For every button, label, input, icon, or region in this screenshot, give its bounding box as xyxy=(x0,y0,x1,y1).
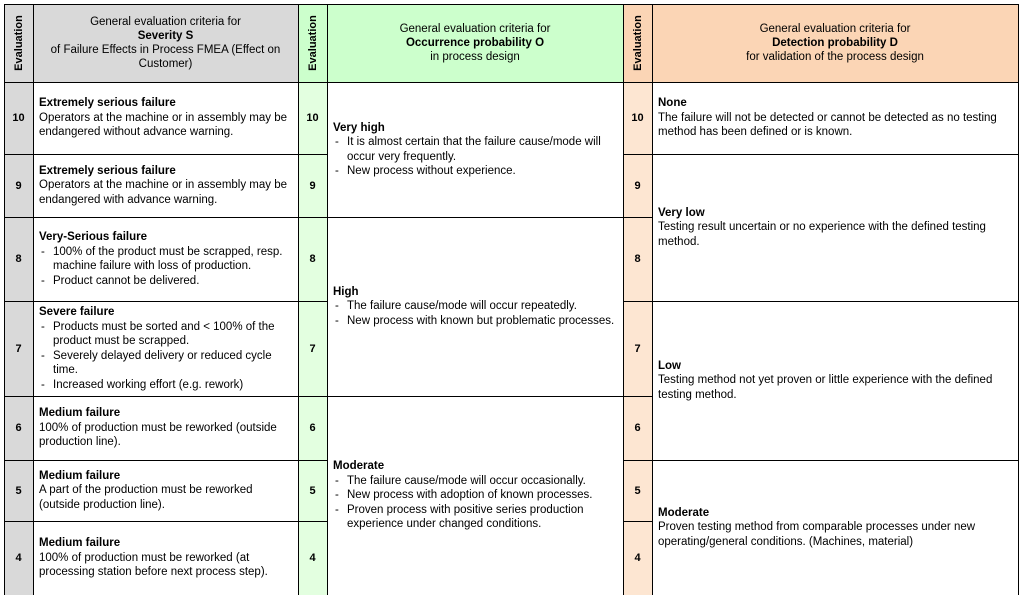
severity-row-8: Very-Serious failure - 100% of the product must be scrapped, resp. machine failure with loss of production. - Product cannot be delivered. xyxy=(33,217,298,301)
severity-row-4: Medium failure 100% of production must be reworked (at processing station before next process step). xyxy=(39,537,268,579)
grid-line xyxy=(623,521,653,522)
occurrence-eval-6: 6 xyxy=(309,422,316,434)
occurrence-eval-8: 8 xyxy=(309,253,316,265)
severity-row-7: Severe failure - Products must be sorted and < 100% of the product must be scrapped. - Severely delayed delivery or reduced cycle time. - Increased working effort (e.g. rework) xyxy=(33,301,298,396)
detection-eval-4: 4 xyxy=(634,552,641,564)
occurrence-evaluation-header: Evaluation xyxy=(298,4,327,82)
occurrence-group-moderate: Moderate - The failure cause/mode will occur occasionally. - New process with adoption of known processes. - Proven process with positive series production experience under changed conditions. xyxy=(327,396,623,595)
severity-evaluation-header: Evaluation xyxy=(4,4,33,82)
grid-line xyxy=(652,4,653,595)
grid-line xyxy=(1018,4,1019,595)
severity-eval-5: 5 xyxy=(15,484,22,497)
occurrence-eval-9: 9 xyxy=(309,179,316,192)
grid-line xyxy=(298,521,328,522)
detection-group-very-low: Very low Testing result uncertain or no experience with the defined testing method. xyxy=(658,206,986,248)
detection-eval-10: 10 xyxy=(631,112,644,124)
severity-row-9: Extremely serious failure Operators at the machine or in assembly may be endangered with advance warning. xyxy=(39,164,288,206)
detection-criteria-header: General evaluation criteria for Detection probability D for validation of the process design xyxy=(652,4,1018,82)
grid-line xyxy=(298,301,328,302)
detection-eval-9: 9 xyxy=(634,179,641,192)
grid-line xyxy=(298,154,328,155)
grid-line xyxy=(4,4,1019,5)
severity-eval-10: 10 xyxy=(12,112,25,124)
severity-row-5: Medium failure A part of the production must be reworked (outside production line). xyxy=(39,469,253,511)
detection-eval-7: 7 xyxy=(634,342,641,355)
severity-eval-8: 8 xyxy=(15,253,22,265)
severity-eval-9: 9 xyxy=(15,179,22,192)
grid-line xyxy=(623,301,1019,302)
occurrence-eval-10: 10 xyxy=(306,112,319,124)
grid-line xyxy=(298,396,624,397)
detection-evaluation-header: Evaluation xyxy=(623,4,652,82)
occurrence-eval-7: 7 xyxy=(309,342,316,355)
detection-eval-5: 5 xyxy=(634,484,641,497)
occurrence-group-very-high: Very high - It is almost certain that the failure cause/mode will occur very frequently. - New process without experience. xyxy=(327,82,623,217)
detection-eval-8: 8 xyxy=(634,253,641,265)
grid-line xyxy=(4,154,299,155)
grid-line xyxy=(623,154,1019,155)
detection-eval-6: 6 xyxy=(634,422,641,434)
occurrence-group-high: High - The failure cause/mode will occur repeatedly. - New process with known but problematic processes. xyxy=(327,217,623,396)
occurrence-eval-5: 5 xyxy=(309,484,316,497)
grid-line xyxy=(623,217,653,218)
grid-line xyxy=(4,4,5,595)
detection-group-low: Low Testing method not yet proven or little experience with the defined testing method. xyxy=(658,359,993,401)
grid-line xyxy=(623,460,1019,461)
detection-group-none: None The failure will not be detected or cannot be detected as no testing method has been defined or is known. xyxy=(658,97,997,139)
grid-line xyxy=(4,460,299,461)
grid-line xyxy=(327,4,328,595)
grid-line xyxy=(4,217,299,218)
severity-eval-7: 7 xyxy=(15,342,22,355)
grid-line xyxy=(623,396,653,397)
severity-criteria-header: General evaluation criteria for Severity S of Failure Effects in Process FMEA (Effect on Customer) xyxy=(33,4,298,82)
severity-row-10: Extremely serious failure Operators at the machine or in assembly may be endangered without advance warning. xyxy=(39,97,288,139)
severity-eval-6: 6 xyxy=(15,422,22,434)
grid-line xyxy=(623,4,624,595)
grid-line xyxy=(4,82,1019,83)
grid-line xyxy=(4,521,299,522)
grid-line xyxy=(298,217,624,218)
occurrence-criteria-header: General evaluation criteria for Occurrence probability O in process design xyxy=(327,4,623,82)
grid-line xyxy=(298,460,328,461)
severity-row-6: Medium failure 100% of production must be reworked (outside production line). xyxy=(39,407,277,449)
grid-line xyxy=(298,4,299,595)
grid-line xyxy=(4,301,299,302)
occurrence-eval-4: 4 xyxy=(309,552,316,564)
severity-eval-4: 4 xyxy=(15,552,22,564)
grid-line xyxy=(33,4,34,595)
grid-line xyxy=(4,396,299,397)
detection-group-moderate: Moderate Proven testing method from comparable processes under new operating/general conditions. (Machines, material) xyxy=(658,506,976,548)
